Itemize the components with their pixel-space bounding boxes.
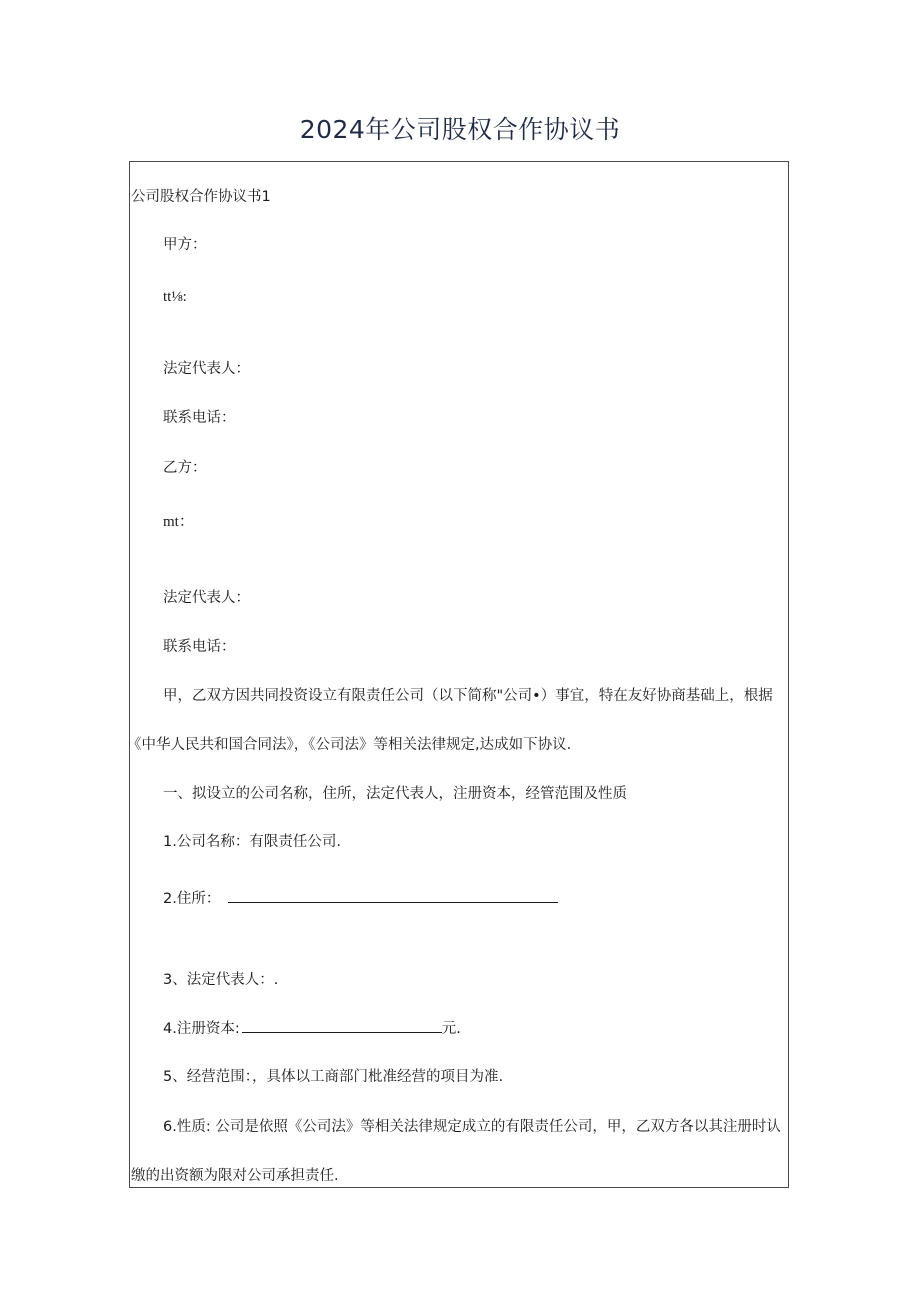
intro-paragraph-line-2: 《中华人民共和国合同法》，《公司法》等相关法律规定,达成如下协议. (127, 737, 572, 753)
item-company-name: 1.公司名称：有限责任公司. (163, 834, 341, 850)
item-address (163, 888, 558, 909)
section-1-heading: 一、拟设立的公司名称，住所，法定代表人，注册资本，经管范围及性质 (163, 786, 627, 802)
item-nature-line-1: 6.性质: 公司是依照《公司法》等相关法律规定成立的有限责任公司，甲，乙双方各以其注册时认 (163, 1119, 781, 1135)
intro-paragraph-line-1: 甲，乙双方因共同投资设立有限责任公司（以下简称"公司•）事宜，特在友好协商基础上，根据 (163, 688, 773, 704)
party-a-legal-rep-label: 法定代表人： (163, 361, 250, 377)
party-a-phone-label: 联系电话： (163, 410, 236, 426)
item-registered-capital (163, 1018, 461, 1039)
item-business-scope: 5、经营范围：，具体以工商部门枇准经营的项目为准. (163, 1069, 504, 1085)
agreement-heading: 公司股权合作协议书1 (131, 189, 271, 205)
address-fill-line (228, 888, 558, 903)
item-legal-rep: 3、法定代表人：. (163, 972, 279, 988)
item-address-label: 2.住所： (163, 891, 221, 907)
party-b-address-label: mt： (163, 514, 194, 530)
party-b-legal-rep-label: 法定代表人： (163, 590, 250, 606)
party-a-label: 甲方： (163, 237, 207, 253)
party-b-phone-label: 联系电话： (163, 639, 236, 655)
party-b-label: 乙方： (163, 460, 207, 476)
registered-capital-unit: 元. (441, 1021, 461, 1037)
document-title: 2024年公司股权合作协议书 (299, 115, 621, 144)
item-nature-line-2: 缴的出资额为限对公司承担责任. (131, 1168, 339, 1184)
registered-capital-label: 4.注册资本: (163, 1021, 240, 1037)
capital-fill-line (242, 1018, 442, 1033)
party-a-address-label: tt⅛: (163, 289, 187, 305)
